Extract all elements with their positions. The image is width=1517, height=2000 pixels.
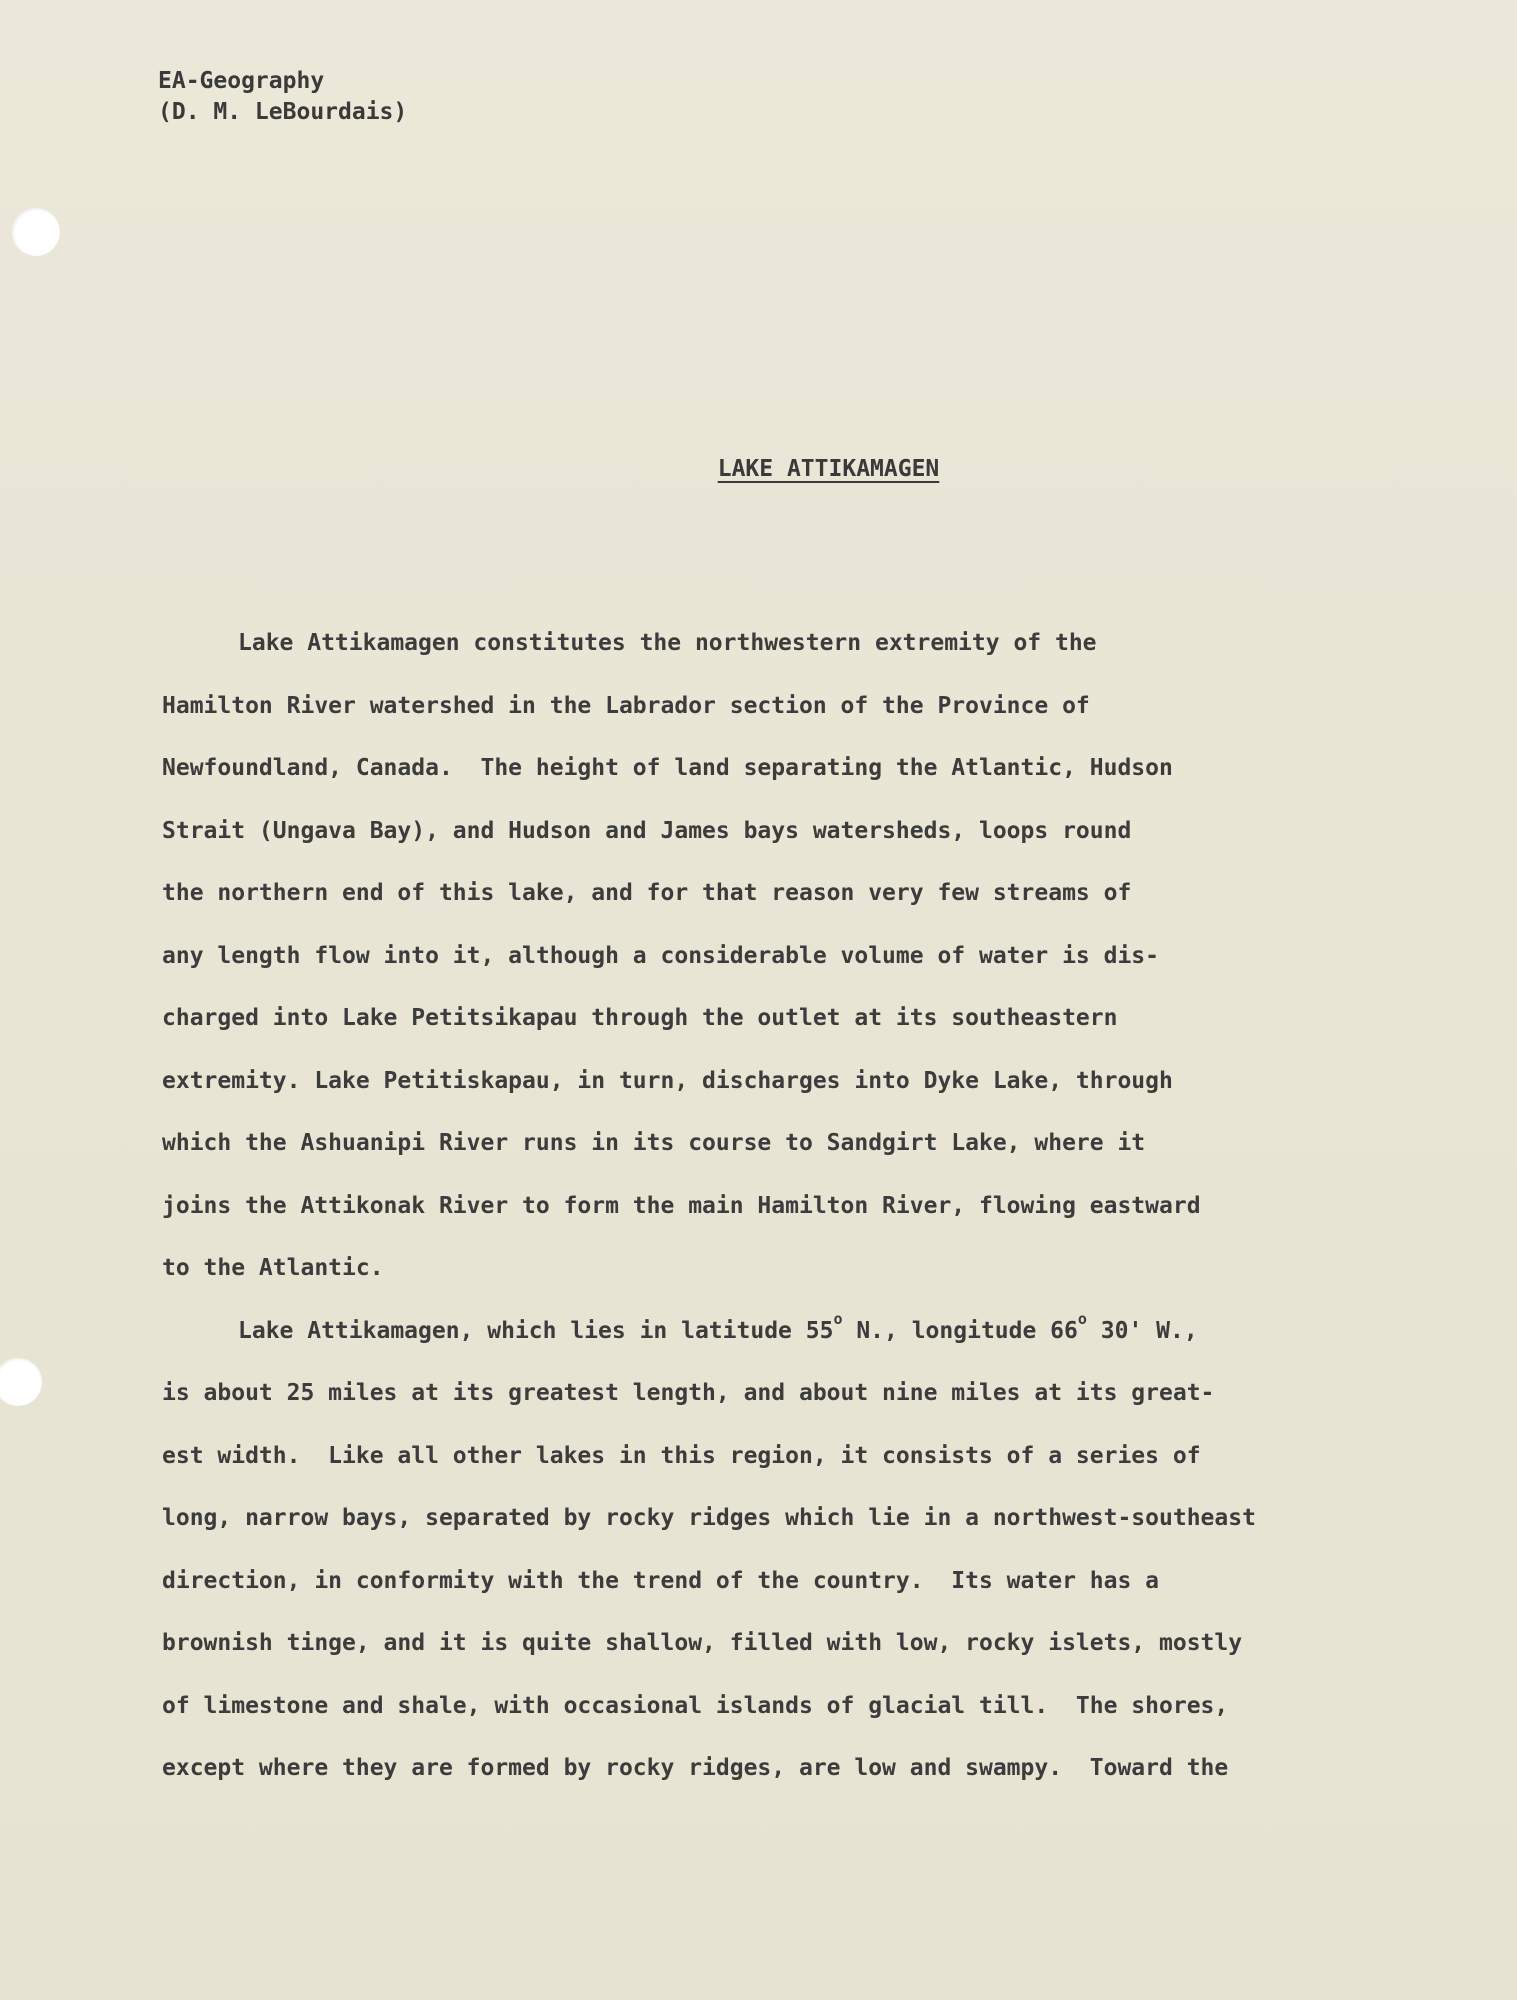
paragraph-2-line: of limestone and shale, with occasional islands of glacial till. The shores, (162, 1692, 1229, 1719)
paragraph-1-line: Hamilton River watershed in the Labrador section of the Province of (162, 692, 1090, 719)
title-text: LAKE ATTIKAMAGEN (717, 456, 940, 482)
latitude-text: Lake Attikamagen, which lies in latitude 55 (238, 1317, 834, 1344)
punch-hole-bottom (0, 1358, 42, 1406)
punch-hole-top (12, 208, 60, 256)
paragraph-1-line: which the Ashuanipi River runs in its course to Sandgirt Lake, where it (162, 1130, 1146, 1156)
paragraph-1-line: charged into Lake Petitsikapau through the outlet at its southeastern (162, 1005, 1118, 1031)
paragraph-1-line: Newfoundland, Canada. The height of land separating the Atlantic, Hudson (162, 755, 1173, 781)
paragraph-2-line: except where they are formed by rocky ridges, are low and swampy. Toward the (162, 1755, 1229, 1781)
header-subject: EA-Geography (158, 68, 325, 94)
longitude-text: N., longitude 66 (842, 1317, 1078, 1344)
paragraph-1-line: the northern end of this lake, and for that reason very few streams of (162, 880, 1132, 906)
paragraph-1-line: to the Atlantic. (162, 1255, 384, 1281)
document-header (158, 66, 407, 128)
paragraph-2-line: direction, in conformity with the trend of the country. Its water has a (162, 1567, 1159, 1594)
page-title (0, 456, 1517, 482)
paragraph-2-first-line (162, 1300, 1362, 1363)
paragraph-1-line: joins the Attikonak River to form the main Hamilton River, flowing eastward (162, 1192, 1201, 1219)
paragraph-1-line: Lake Attikamagen constitutes the northwestern extremity of the (238, 630, 1097, 656)
header-author: (D. M. LeBourdais) (158, 99, 408, 125)
paragraph-1-line: Strait (Ungava Bay), and Hudson and James bays watersheds, loops round (162, 817, 1132, 844)
paragraph-2-line: brownish tinge, and it is quite shallow, filled with low, rocky islets, mostly (162, 1630, 1243, 1656)
paragraph-1-line: extremity. Lake Petitiskapau, in turn, discharges into Dyke Lake, through (162, 1067, 1173, 1094)
degree-mark: o (833, 1309, 843, 1328)
minutes-text: 30' W., (1086, 1317, 1198, 1344)
body-text (162, 612, 1362, 1800)
degree-mark: o (1077, 1309, 1087, 1328)
paragraph-2-line: is about 25 miles at its greatest length, and about nine miles at its great- (162, 1380, 1215, 1406)
paragraph-2-line: long, narrow bays, separated by rocky ridges which lie in a northwest-southeast (162, 1505, 1256, 1531)
paragraph-1-line: any length flow into it, although a considerable volume of water is dis- (162, 942, 1159, 969)
paragraph-2-line: est width. Like all other lakes in this region, it consists of a series of (162, 1442, 1201, 1469)
